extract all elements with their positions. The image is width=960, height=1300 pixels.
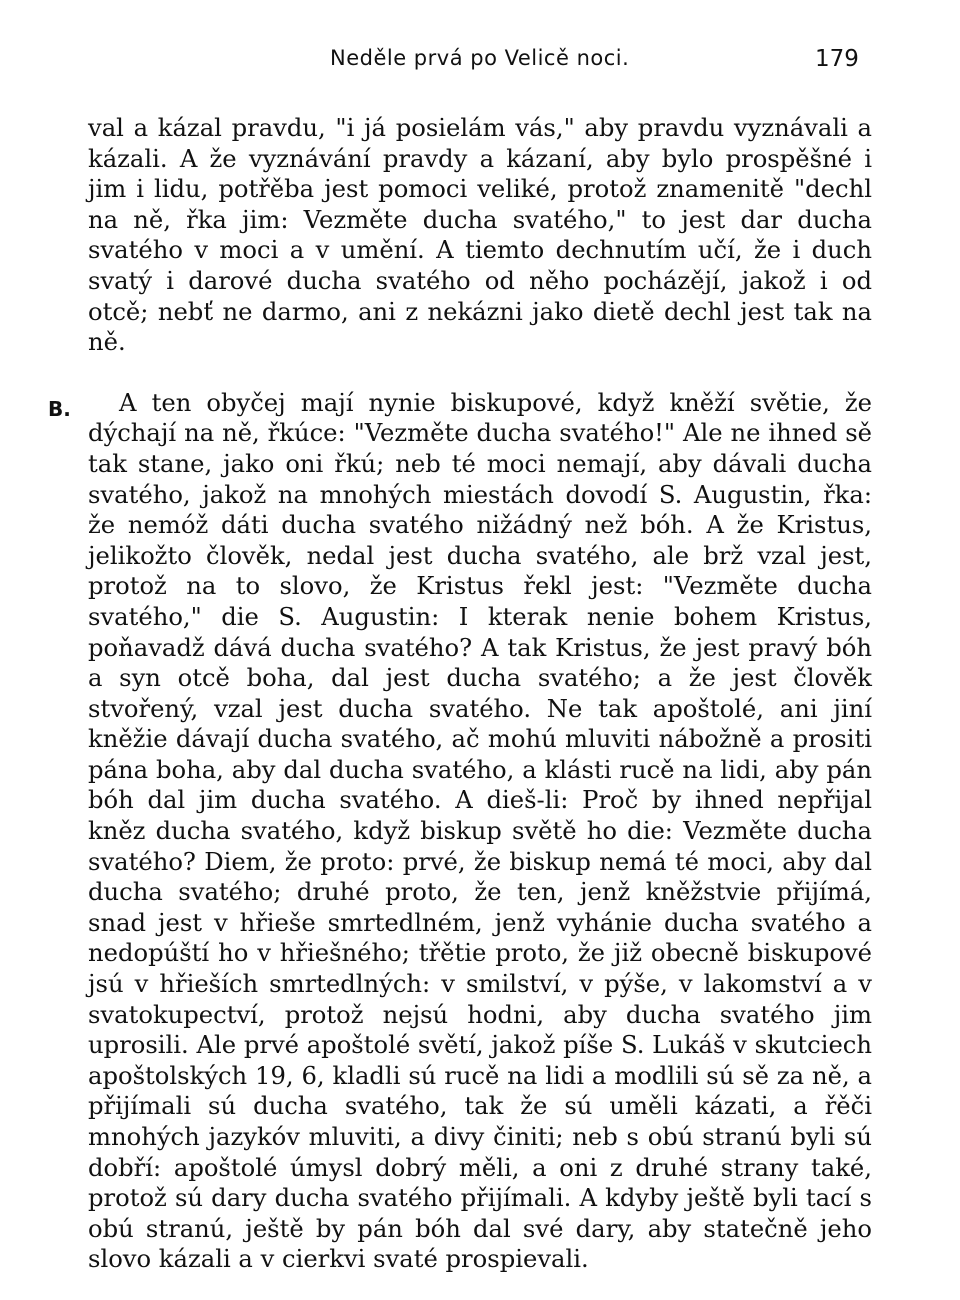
body-text xyxy=(88,113,872,1275)
running-header xyxy=(0,42,960,82)
running-title: Neděle prvá po Velicě noci. xyxy=(330,46,630,70)
page-number: 179 xyxy=(815,46,859,72)
paragraph-1: val a kázal pravdu, "i já posielám vás," aby pravdu vyznávali a kázali. A že vyznávání pravdy a kázaní, aby bylo prospěšné i jim i lidu, potřěba jest pomoci veliké, protož znamenitě "dechl na ně, řka jim: Vezměte ducha svatého," to jest dar ducha svatého v moci a v umění. A tiemto dechnutím učí, že i duch svatý i darové ducha svatého od něho pocházějí, jakož i od otcě; nebť ne darmo, ani z nekázni jako dietě dechl jest tak na ně. xyxy=(88,113,872,357)
paragraph-2: A ten obyčej mají nynie biskupové, když kněží světie, že dýchají na ně, řkúce: "Vezměte ducha svatého!" Ale ne ihned sě tak stane, jako oni řkú; neb té moci nemají, aby dávali ducha svatého, jakož na mnohých miestách dovodí S. Augustin, řka: že nemóž dáti ducha svatého nižádný než bóh. A že Kristus, jelikožto člověk, nedal jest ducha svatého, ale brž vzal jest, protož na to slovo, že Kristus řekl jest: "Vezměte ducha svatého," die S. Augustin: I kterak nenie bohem Kristus, poňavadž dává ducha svatého? A tak Kristus, že jest pravý bóh a syn otcě boha, dal jest ducha svatého; a že jest člověk stvořený, vzal jest ducha svatého. Ne tak apoštolé, ani jiní kněžie dávají ducha svatého, ač mohú mluviti nábožně a prositi pána boha, aby dal ducha svatého, a klásti rucě na lidi, aby pán bóh dal jim ducha svatého. A dieš-li: Proč by ihned nepřijal kněz ducha svatého, když biskup světě ho die: Vezměte ducha svatého? Diem, že proto: prvé, že biskup nemá té moci, aby dal ducha svatého; druhé proto, že ten, jenž kněžstvie přijímá, snad jest v hřieše smrtedlném, jenž vyhánie ducha svatého a nedopúští ho v hřiešného; třětie proto, že již obecně biskupové jsú v hřieších smrtedlných: v smilství, v pýše, v lakomství a v svatokupectví, protož nejsú hodni, aby ducha svatého jim uprosili. Ale prvé apoštolé světí, jakož píše S. Lukáš v skutciech apoštolských 19, 6, kladli sú rucě na lidi a modlili sú sě za ně, a přijímali sú ducha svatého, tak že sú uměli kázati, a řěči mnohých jazykóv mluviti, a divy činiti; neb s obú stranú byli sú dobří: apoštolé úmysl dobrý měli, a oni z druhé strany také, protož sú dary ducha svatého přijímali. A kdyby ještě byli tací s obú stranú, ještě by pán bóh dal své dary, aby statečně jeho slovo kázali a v cierkvi svaté prospievali. xyxy=(88,387,872,1274)
margin-note: B. xyxy=(48,397,71,421)
